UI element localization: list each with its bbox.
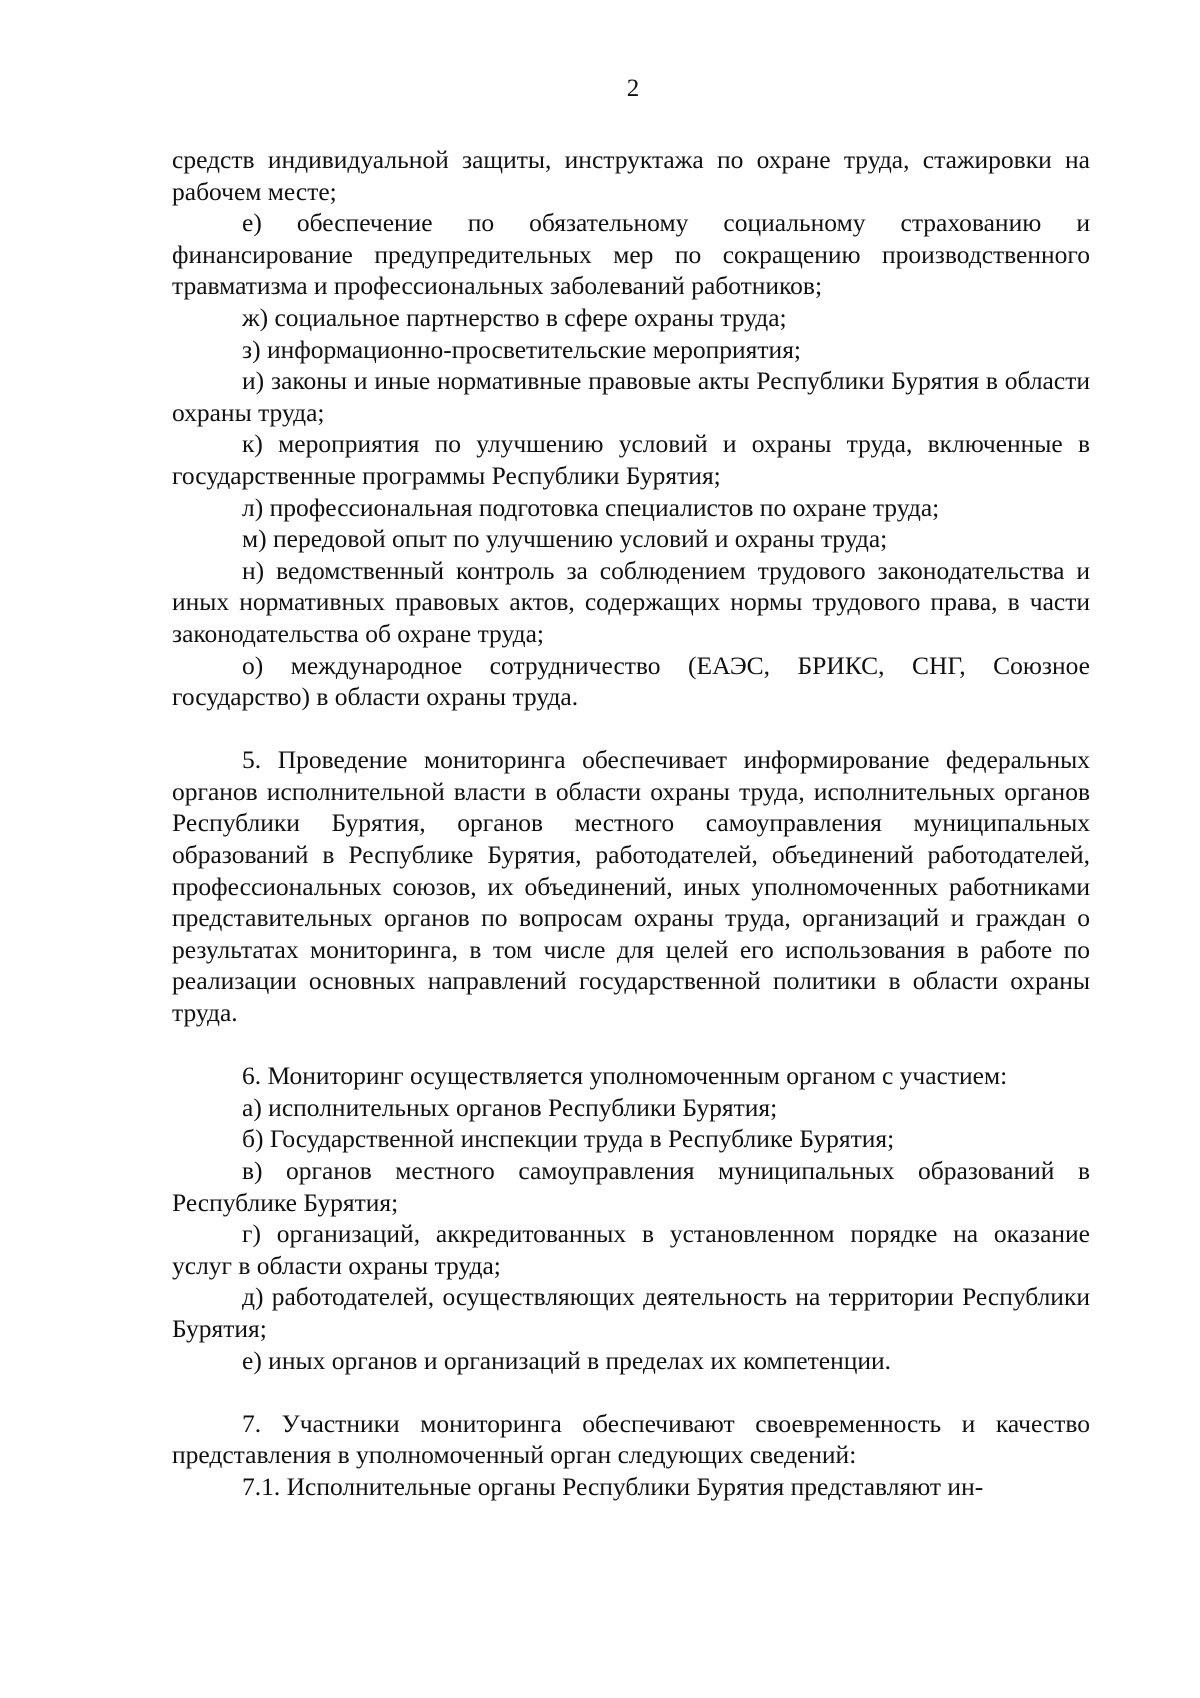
paragraph: 7.1. Исполнительные органы Республики Бурятия представляют ин- — [242, 1471, 984, 1501]
paragraph: 6. Мониторинг осуществляется уполномоченным органом с участием: — [242, 1061, 1008, 1091]
paragraph: д) работодателей, осуществляющих деятельность на территории Республики Бурятия; — [172, 1282, 1090, 1343]
page-number: 2 — [626, 75, 640, 102]
paragraph: г) организаций, аккредитованных в установленном порядке на оказание услуг в области охраны труда; — [172, 1219, 1090, 1280]
paragraph: 7. Участники мониторинга обеспечивают своевременность и качество представления в уполномоченный орган следующих сведений: — [172, 1408, 1090, 1470]
paragraph: б) Государственной инспекции труда в Республике Бурятия; — [242, 1124, 895, 1154]
paragraph: м) передовой опыт по улучшению условий и охраны труда; — [242, 524, 888, 554]
paragraph: а) исполнительных органов Республики Бурятия; — [242, 1092, 778, 1122]
paragraph: о) международное сотрудничество (ЕАЭС, БРИКС, СНГ, Союзное государство) в области охраны труда. — [172, 650, 1090, 712]
paragraph: е) иных органов и организаций в пределах их компетенции. — [242, 1345, 892, 1375]
paragraph: н) ведомственный контроль за соблюдением трудового законодательства и иных нормативных правовых актов, содержащих нормы трудового права, в части законодательства об охране труда; — [172, 555, 1090, 648]
paragraph: и) законы и иные нормативные правовые акты Республики Бурятия в области охраны труда; — [172, 366, 1090, 427]
paragraph: ж) социальное партнерство в сфере охраны труда; — [242, 302, 787, 332]
paragraph: е) обеспечение по обязательному социальному страхованию и финансирование предупредительных мер по сокращению производственного травматизма и профессиональных заболеваний работников; — [172, 208, 1090, 301]
paragraph: в) органов местного самоуправления муниципальных образований в Республике Бурятия; — [172, 1156, 1090, 1217]
document-body — [172, 144, 1090, 1503]
paragraph: 5. Проведение мониторинга обеспечивает информирование федеральных органов исполнительной власти в области охраны труда, исполнительных органов Республики Бурятия, органов местного самоуправления муниципальных образований в Республике Бурятия, работодателей, объединений работодателей, профессиональных союзов, их объединений, иных уполномоченных работниками представительных органов по вопросам охраны труда, организаций и граждан о результатах мониторинга, в том числе для целей его использования в работе по реализации основных направлений государственной политики в области охраны труда. — [172, 745, 1090, 1028]
paragraph: к) мероприятия по улучшению условий и охраны труда, включенные в государственные программы Республики Бурятия; — [172, 429, 1090, 490]
paragraph: средств индивидуальной защиты, инструктажа по охране труда, стажировки на рабочем месте; — [172, 145, 1090, 206]
paragraph: л) профессиональная подготовка специалистов по охране труда; — [242, 492, 940, 522]
paragraph: з) информационно-просветительские мероприятия; — [242, 334, 802, 364]
